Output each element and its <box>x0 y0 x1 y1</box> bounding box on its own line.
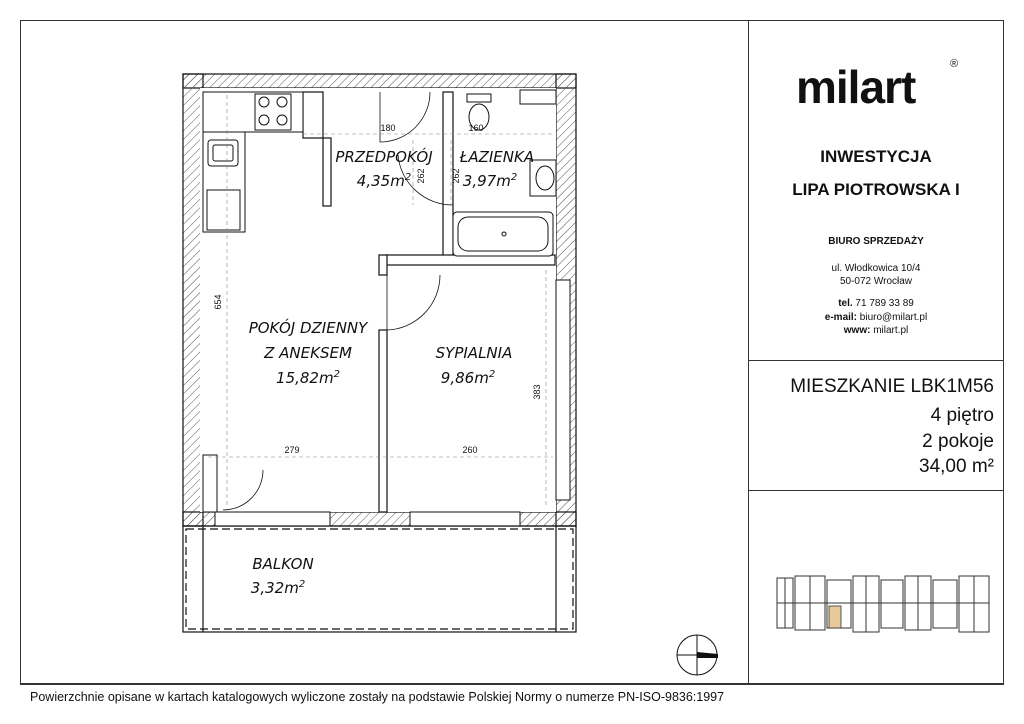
dimension-262-a: 262 <box>416 168 426 184</box>
north-arrow-icon <box>674 632 720 678</box>
room-area-sypialnia <box>441 369 495 387</box>
dimension-654: 654 <box>213 294 223 310</box>
area-value: 9,86m <box>440 369 489 387</box>
footer-note: Powierzchnie opisane w kartach katalogowych wyliczone zostały na podstawie Polskiej Normy o numerze PN-ISO-9836:1997 <box>30 690 725 704</box>
email-value[interactable]: biuro@milart.pl <box>859 312 928 323</box>
room-name-balkon: BALKON <box>252 555 314 573</box>
www-label: www: <box>843 325 871 336</box>
panel-divider <box>748 20 749 684</box>
dimension-160: 160 <box>468 123 484 133</box>
sales-office-heading: BIURO SPRZEDAŻY <box>828 236 924 247</box>
room-area-dzienny <box>276 369 340 387</box>
apartment-floor: 4 piętro <box>930 405 994 426</box>
room-name-przedpokoj: PRZEDPOKÓJ <box>335 148 433 166</box>
area-unit-sup: 2 <box>488 369 496 380</box>
investment-label: INWESTYCJA <box>820 147 932 166</box>
phone-value: 71 789 33 89 <box>855 298 914 309</box>
info-divider-top <box>748 360 1004 361</box>
brand-registered-mark: ® <box>950 58 959 70</box>
area-unit-sup: 2 <box>298 579 306 590</box>
area-unit-sup: 2 <box>404 172 412 183</box>
dimension-180: 180 <box>380 123 396 133</box>
area-value: 15,82m <box>276 369 334 387</box>
apartment-name: MIESZKANIE LBK1M56 <box>790 376 994 397</box>
office-email <box>748 312 1004 323</box>
area-value: 3,97m <box>462 172 511 190</box>
balcony <box>183 526 576 632</box>
apartment-rooms: 2 pokoje <box>922 431 994 452</box>
brand-logo: milart <box>796 61 916 113</box>
apartment-area: 34,00 m² <box>919 456 994 477</box>
dimension-279: 279 <box>284 445 300 455</box>
room-name-lazienka: ŁAZIENKA <box>459 148 535 166</box>
info-divider-bottom <box>748 490 1004 491</box>
dimension-262-b: 262 <box>451 168 461 184</box>
area-unit-sup: 2 <box>510 172 518 183</box>
room-area-przedpokoj <box>357 172 411 190</box>
dimension-383: 383 <box>532 384 542 400</box>
area-unit-sup: 2 <box>333 369 340 380</box>
phone-label: tel. <box>838 298 853 309</box>
office-phone <box>748 298 1004 309</box>
room-name-dzienny-2: Z ANEKSEM <box>264 344 352 362</box>
office-city: 50-072 Wrocław <box>839 276 913 287</box>
office-www <box>748 325 1004 336</box>
room-area-balkon <box>251 579 305 597</box>
area-value: 3,32m <box>250 579 299 597</box>
room-area-lazienka <box>463 172 517 190</box>
apartment-location-marker <box>829 606 841 628</box>
area-value: 4,35m <box>356 172 405 190</box>
dimension-260: 260 <box>462 445 478 455</box>
www-value[interactable]: milart.pl <box>873 325 909 336</box>
email-label: e-mail: <box>824 312 858 323</box>
room-name-sypialnia: SYPIALNIA <box>435 344 513 362</box>
room-name-dzienny-1: POKÓJ DZIENNY <box>248 319 368 337</box>
office-street: ul. Włodkowica 10/4 <box>831 263 921 274</box>
building-key-plan <box>775 570 995 640</box>
investment-name: LIPA PIOTROWSKA I <box>792 180 960 199</box>
